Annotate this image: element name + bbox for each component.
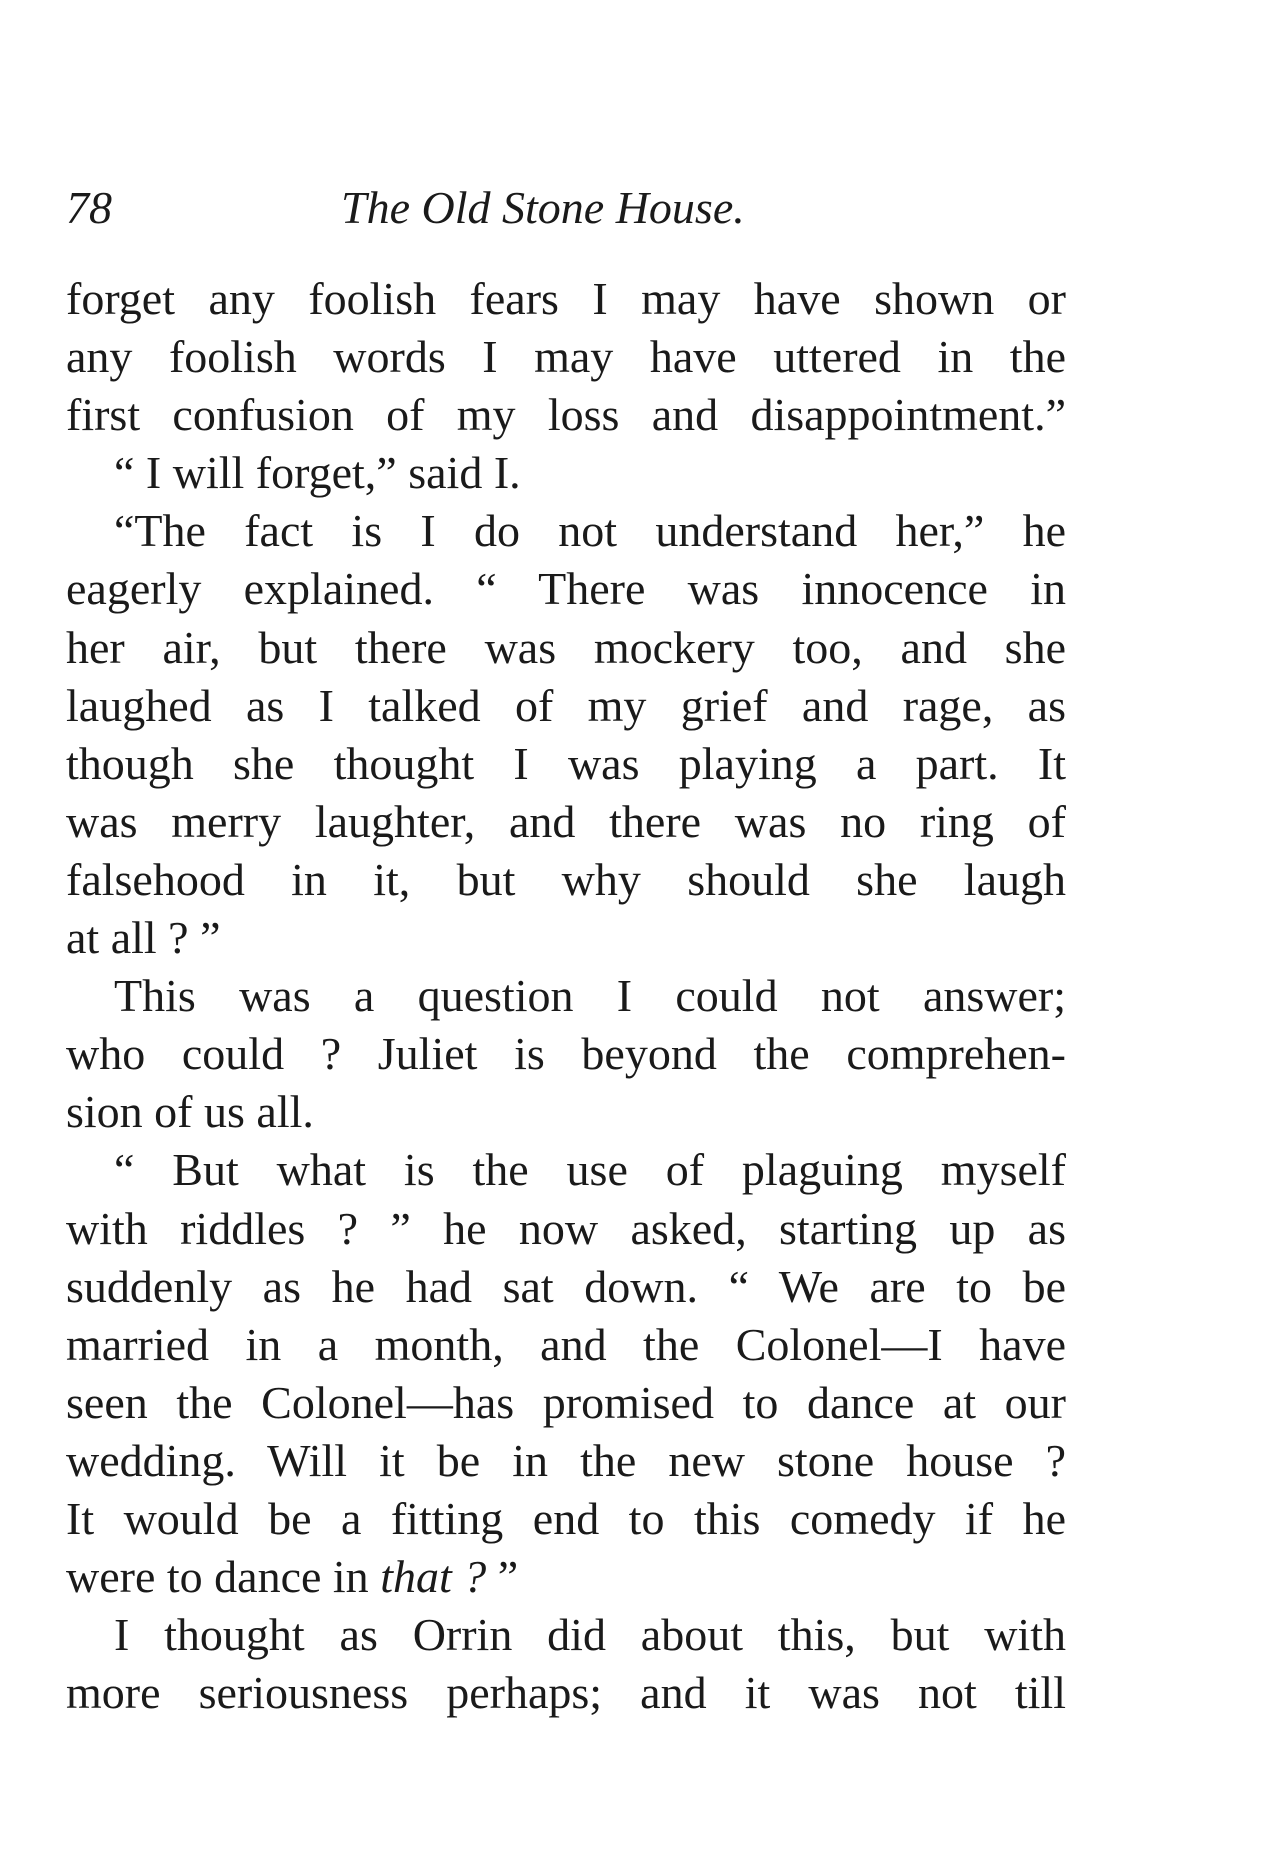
- body-text: [66, 270, 1066, 1722]
- text-line: I thought as Orrin did about this, but with: [114, 1609, 1066, 1661]
- text-line: “The fact is I do not understand her,” he: [114, 505, 1066, 557]
- text-line: any foolish words I may have uttered in the: [66, 331, 1066, 383]
- text-segment: ”: [486, 1551, 519, 1603]
- text-line: It would be a fitting end to this comedy if he: [66, 1492, 1066, 1544]
- text-line: sion of us all.: [66, 1086, 314, 1138]
- running-title: The Old Stone House.: [341, 182, 745, 233]
- text-line: laughed as I talked of my grief and rage, as: [66, 679, 1066, 731]
- text-line: “ I will forget,” said I.: [114, 447, 521, 499]
- page-number: 78: [66, 182, 112, 233]
- text-line: her air, but there was mockery too, and she: [66, 621, 1066, 673]
- text-line: wedding. Will it be in the new stone house ?: [66, 1434, 1066, 1486]
- text-line-italic: [66, 1548, 1066, 1606]
- text-line: seen the Colonel—has promised to dance at our: [66, 1376, 1066, 1428]
- text-line: falsehood in it, but why should she laugh: [66, 853, 1066, 905]
- text-segment: were to dance in: [66, 1551, 381, 1603]
- text-line: who could ? Juliet is beyond the comprehen-: [66, 1028, 1066, 1080]
- text-line: first confusion of my loss and disappointment.”: [66, 389, 1066, 441]
- text-line: “ But what is the use of plaguing myself: [114, 1144, 1066, 1196]
- text-line: suddenly as he had sat down. “ We are to be: [66, 1260, 1066, 1312]
- text-line: eagerly explained. “ There was innocence in: [66, 563, 1066, 615]
- text-line: This was a question I could not answer;: [114, 970, 1066, 1022]
- text-line: more seriousness perhaps; and it was not till: [66, 1667, 1066, 1719]
- text-line: with riddles ? ” he now asked, starting up as: [66, 1202, 1066, 1254]
- text-line: was merry laughter, and there was no ring of: [66, 795, 1066, 847]
- text-line: forget any foolish fears I may have shown or: [66, 273, 1066, 324]
- italic-word: that ?: [380, 1551, 487, 1603]
- running-head: [66, 178, 1066, 238]
- text-line: married in a month, and the Colonel—I have: [66, 1318, 1066, 1370]
- text-line: though she thought I was playing a part. It: [66, 737, 1066, 789]
- text-line: at all ? ”: [66, 912, 221, 964]
